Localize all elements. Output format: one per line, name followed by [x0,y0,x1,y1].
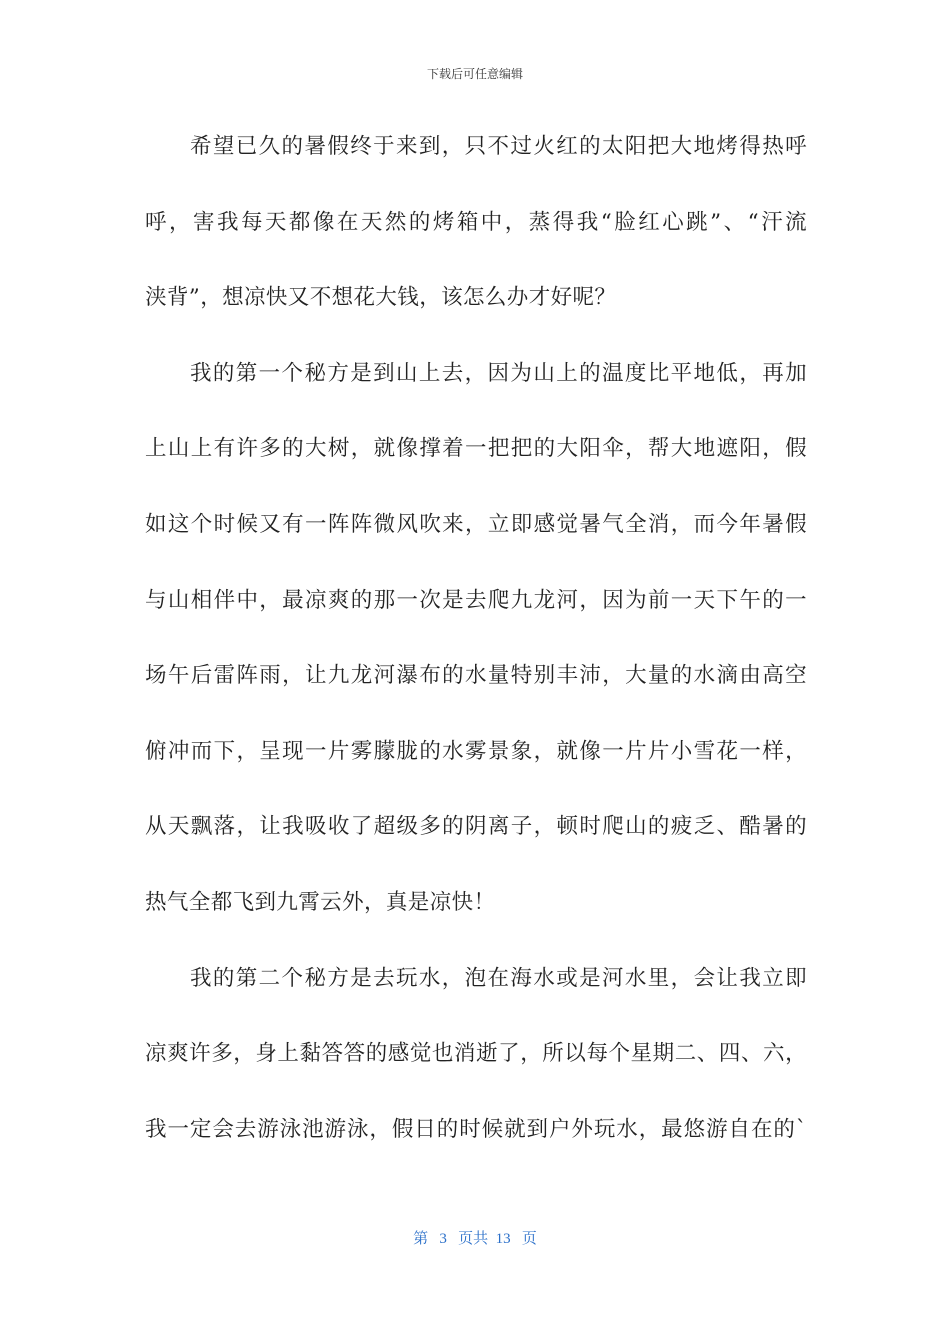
paragraph-3-line-2: 凉爽许多，身上黏答答的感觉也消逝了，所以每个星期二、四、六， [145,1041,807,1067]
total-pages-number: 13 [495,1231,511,1247]
paragraph-2-line-1: 我的第一个秘方是到山上去，因为山上的温度比平地低，再加 [190,360,807,386]
paragraph-2-line-6: 俯冲而下，呈现一片雾朦胧的水雾景象，就像一片片小雪花一样， [145,738,807,764]
paragraph-2-line-8: 热气全都飞到九霄云外，真是凉快！ [145,889,496,915]
document-body [145,121,807,1179]
paragraph-3-line-1: 我的第二个秘方是去玩水，泡在海水或是河水里，会让我立即 [190,965,807,991]
paragraph-1-line-2: 呼，害我每天都像在天然的烤箱中，蒸得我“脸红心跳”、“汗流 [145,209,807,235]
paragraph-2-line-7: 从天飘落，让我吸收了超级多的阴离子，顿时爬山的疲乏、酷暑的 [145,814,807,840]
paragraph-2-line-4: 与山相伴中，最凉爽的那一次是去爬九龙河，因为前一天下午的一 [145,587,807,613]
page-label-middle: 页共 [458,1231,489,1247]
paragraph-2-line-3: 如这个时候又有一阵阵微风吹来，立即感觉暑气全消，而今年暑假 [145,511,807,537]
paragraph-2-line-5: 场午后雷阵雨，让九龙河瀑布的水量特别丰沛，大量的水滴由高空 [145,663,807,689]
current-page-number: 3 [439,1231,447,1247]
paragraph-3-line-3: 我一定会去游泳池游泳，假日的时候就到户外玩水，最悠游自在的` [145,1116,807,1142]
page-footer [0,1229,950,1249]
page-label-prefix: 第 [413,1231,429,1247]
page-header: 下载后可任意编辑 [426,67,523,81]
paragraph-1-line-3: 浃背”，想凉快又不想花大钱，该怎么办才好呢？ [145,285,617,311]
page-label-suffix: 页 [521,1231,537,1247]
paragraph-2-line-2: 上山上有许多的大树，就像撑着一把把的大阳伞，帮大地遮阳，假 [145,436,807,462]
paragraph-1-line-1: 希望已久的暑假终于来到，只不过火红的太阳把大地烤得热呼 [190,134,807,159]
